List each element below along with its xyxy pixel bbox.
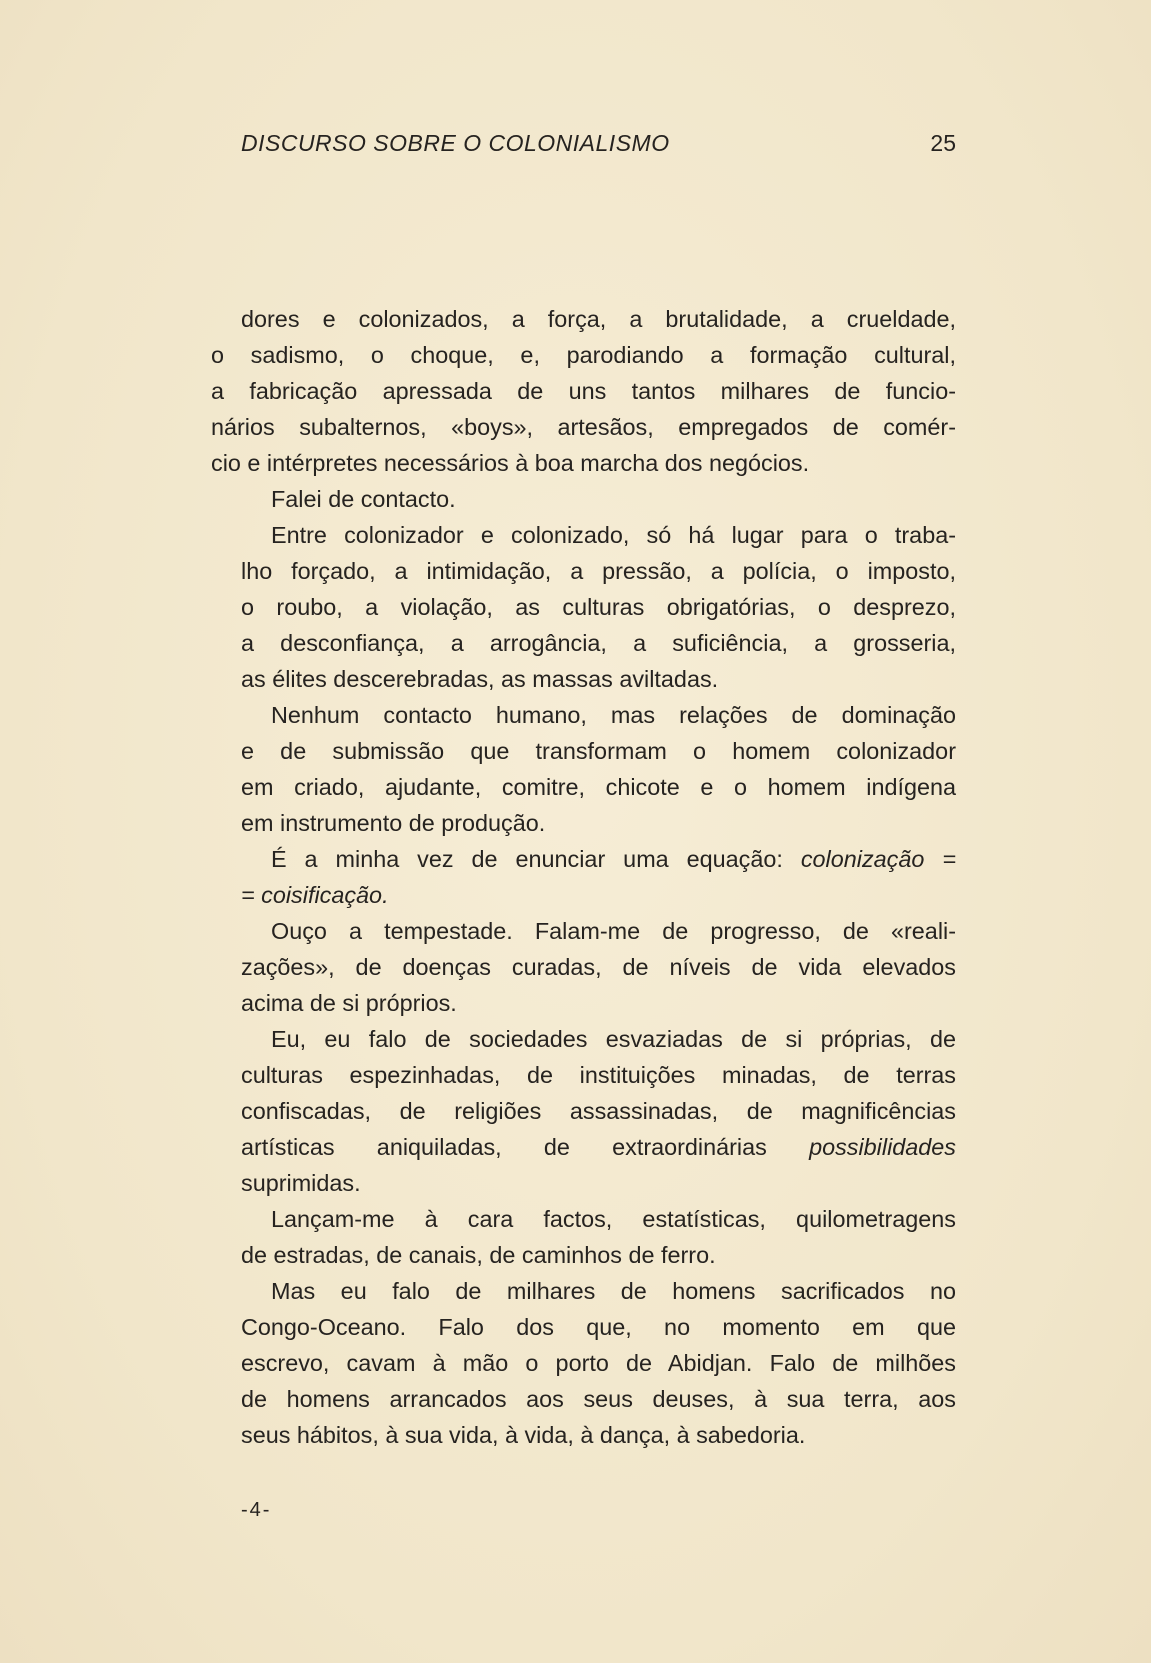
running-title: DISCURSO SOBRE O COLONIALISMO xyxy=(241,130,670,156)
text-line: as élites descerebradas, as massas aviltadas. xyxy=(241,666,719,692)
paragraph xyxy=(241,1201,956,1273)
text-line: escrevo, cavam à mão o porto de Abidjan. Falo de milhões xyxy=(241,1350,956,1376)
page-number: 25 xyxy=(930,130,956,156)
equation-term-colonizacao: colonização = xyxy=(800,846,956,872)
text-line: e de submissão que transformam o homem colonizador xyxy=(241,738,956,764)
text-line: cio e intérpretes necessários à boa marcha dos negócios. xyxy=(211,450,810,476)
text-line: Congo-Oceano. Falo dos que, no momento em que xyxy=(241,1314,956,1340)
text-line: a fabricação apressada de uns tantos milhares de funcio- xyxy=(211,378,956,404)
paragraph-equation xyxy=(241,841,956,913)
text-line: dores e colonizados, a força, a brutalidade, a crueldade, xyxy=(241,306,956,332)
text-line: Entre colonizador e colonizado, só há lugar para o traba- xyxy=(271,522,956,548)
text-line: seus hábitos, à sua vida, à vida, à dança, à sabedoria. xyxy=(241,1422,806,1448)
text-line: nários subalternos, «boys», artesãos, empregados de comér- xyxy=(211,414,956,440)
text-line: a desconfiança, a arrogância, a suficiência, a grosseria, xyxy=(241,630,956,656)
paragraph xyxy=(241,481,956,517)
paragraph xyxy=(211,301,956,481)
italic-term-possibilidades: possibilidades xyxy=(809,1134,956,1160)
text-line: Lançam-me à cara factos, estatísticas, quilometragens xyxy=(271,1206,956,1232)
text-line: confiscadas, de religiões assassinadas, de magnificências xyxy=(241,1098,956,1124)
text-line: em criado, ajudante, comitre, chicote e o homem indígena xyxy=(241,774,956,800)
text-line: de homens arrancados aos seus deuses, à sua terra, aos xyxy=(241,1386,956,1412)
text-line: Nenhum contacto humano, mas relações de dominação xyxy=(271,702,956,728)
text-line xyxy=(211,1129,956,1165)
text-line: lho forçado, a intimidação, a pressão, a polícia, o imposto, xyxy=(241,558,956,584)
text-line: culturas espezinhadas, de instituições minadas, de terras xyxy=(241,1062,956,1088)
text-line: Mas eu falo de milhares de homens sacrificados no xyxy=(271,1278,956,1304)
signature-mark: -4- xyxy=(241,1499,272,1521)
text-line: suprimidas. xyxy=(241,1170,361,1196)
text-line: o roubo, a violação, as culturas obrigatórias, o desprezo, xyxy=(241,594,956,620)
text-line: zações», de doenças curadas, de níveis de vida elevados xyxy=(241,954,956,980)
text-line: acima de si próprios. xyxy=(241,990,457,1016)
text-line xyxy=(211,877,956,913)
text-line: Falei de contacto. xyxy=(271,486,456,512)
equation-lead-text: É a minha vez de enunciar uma equação: xyxy=(271,846,801,872)
paragraph xyxy=(241,697,956,841)
line-plain-text: artísticas aniquiladas, de extraordinárias xyxy=(241,1134,810,1160)
paragraph xyxy=(241,1273,956,1453)
paragraph xyxy=(241,517,956,697)
text-line: o sadismo, o choque, e, parodiando a formação cultural, xyxy=(211,342,956,368)
text-line: Ouço a tempestade. Falam-me de progresso, de «reali- xyxy=(271,918,956,944)
running-head xyxy=(241,130,956,160)
body-text xyxy=(211,301,956,1453)
text-line: em instrumento de produção. xyxy=(241,810,546,836)
text-line: de estradas, de canais, de caminhos de ferro. xyxy=(241,1242,716,1268)
text-line: Eu, eu falo de sociedades esvaziadas de si próprias, de xyxy=(271,1026,956,1052)
text-line xyxy=(241,841,956,877)
paragraph xyxy=(241,1021,956,1201)
equation-term-coisificacao: = coisificação. xyxy=(241,882,389,908)
paragraph xyxy=(241,913,956,1021)
